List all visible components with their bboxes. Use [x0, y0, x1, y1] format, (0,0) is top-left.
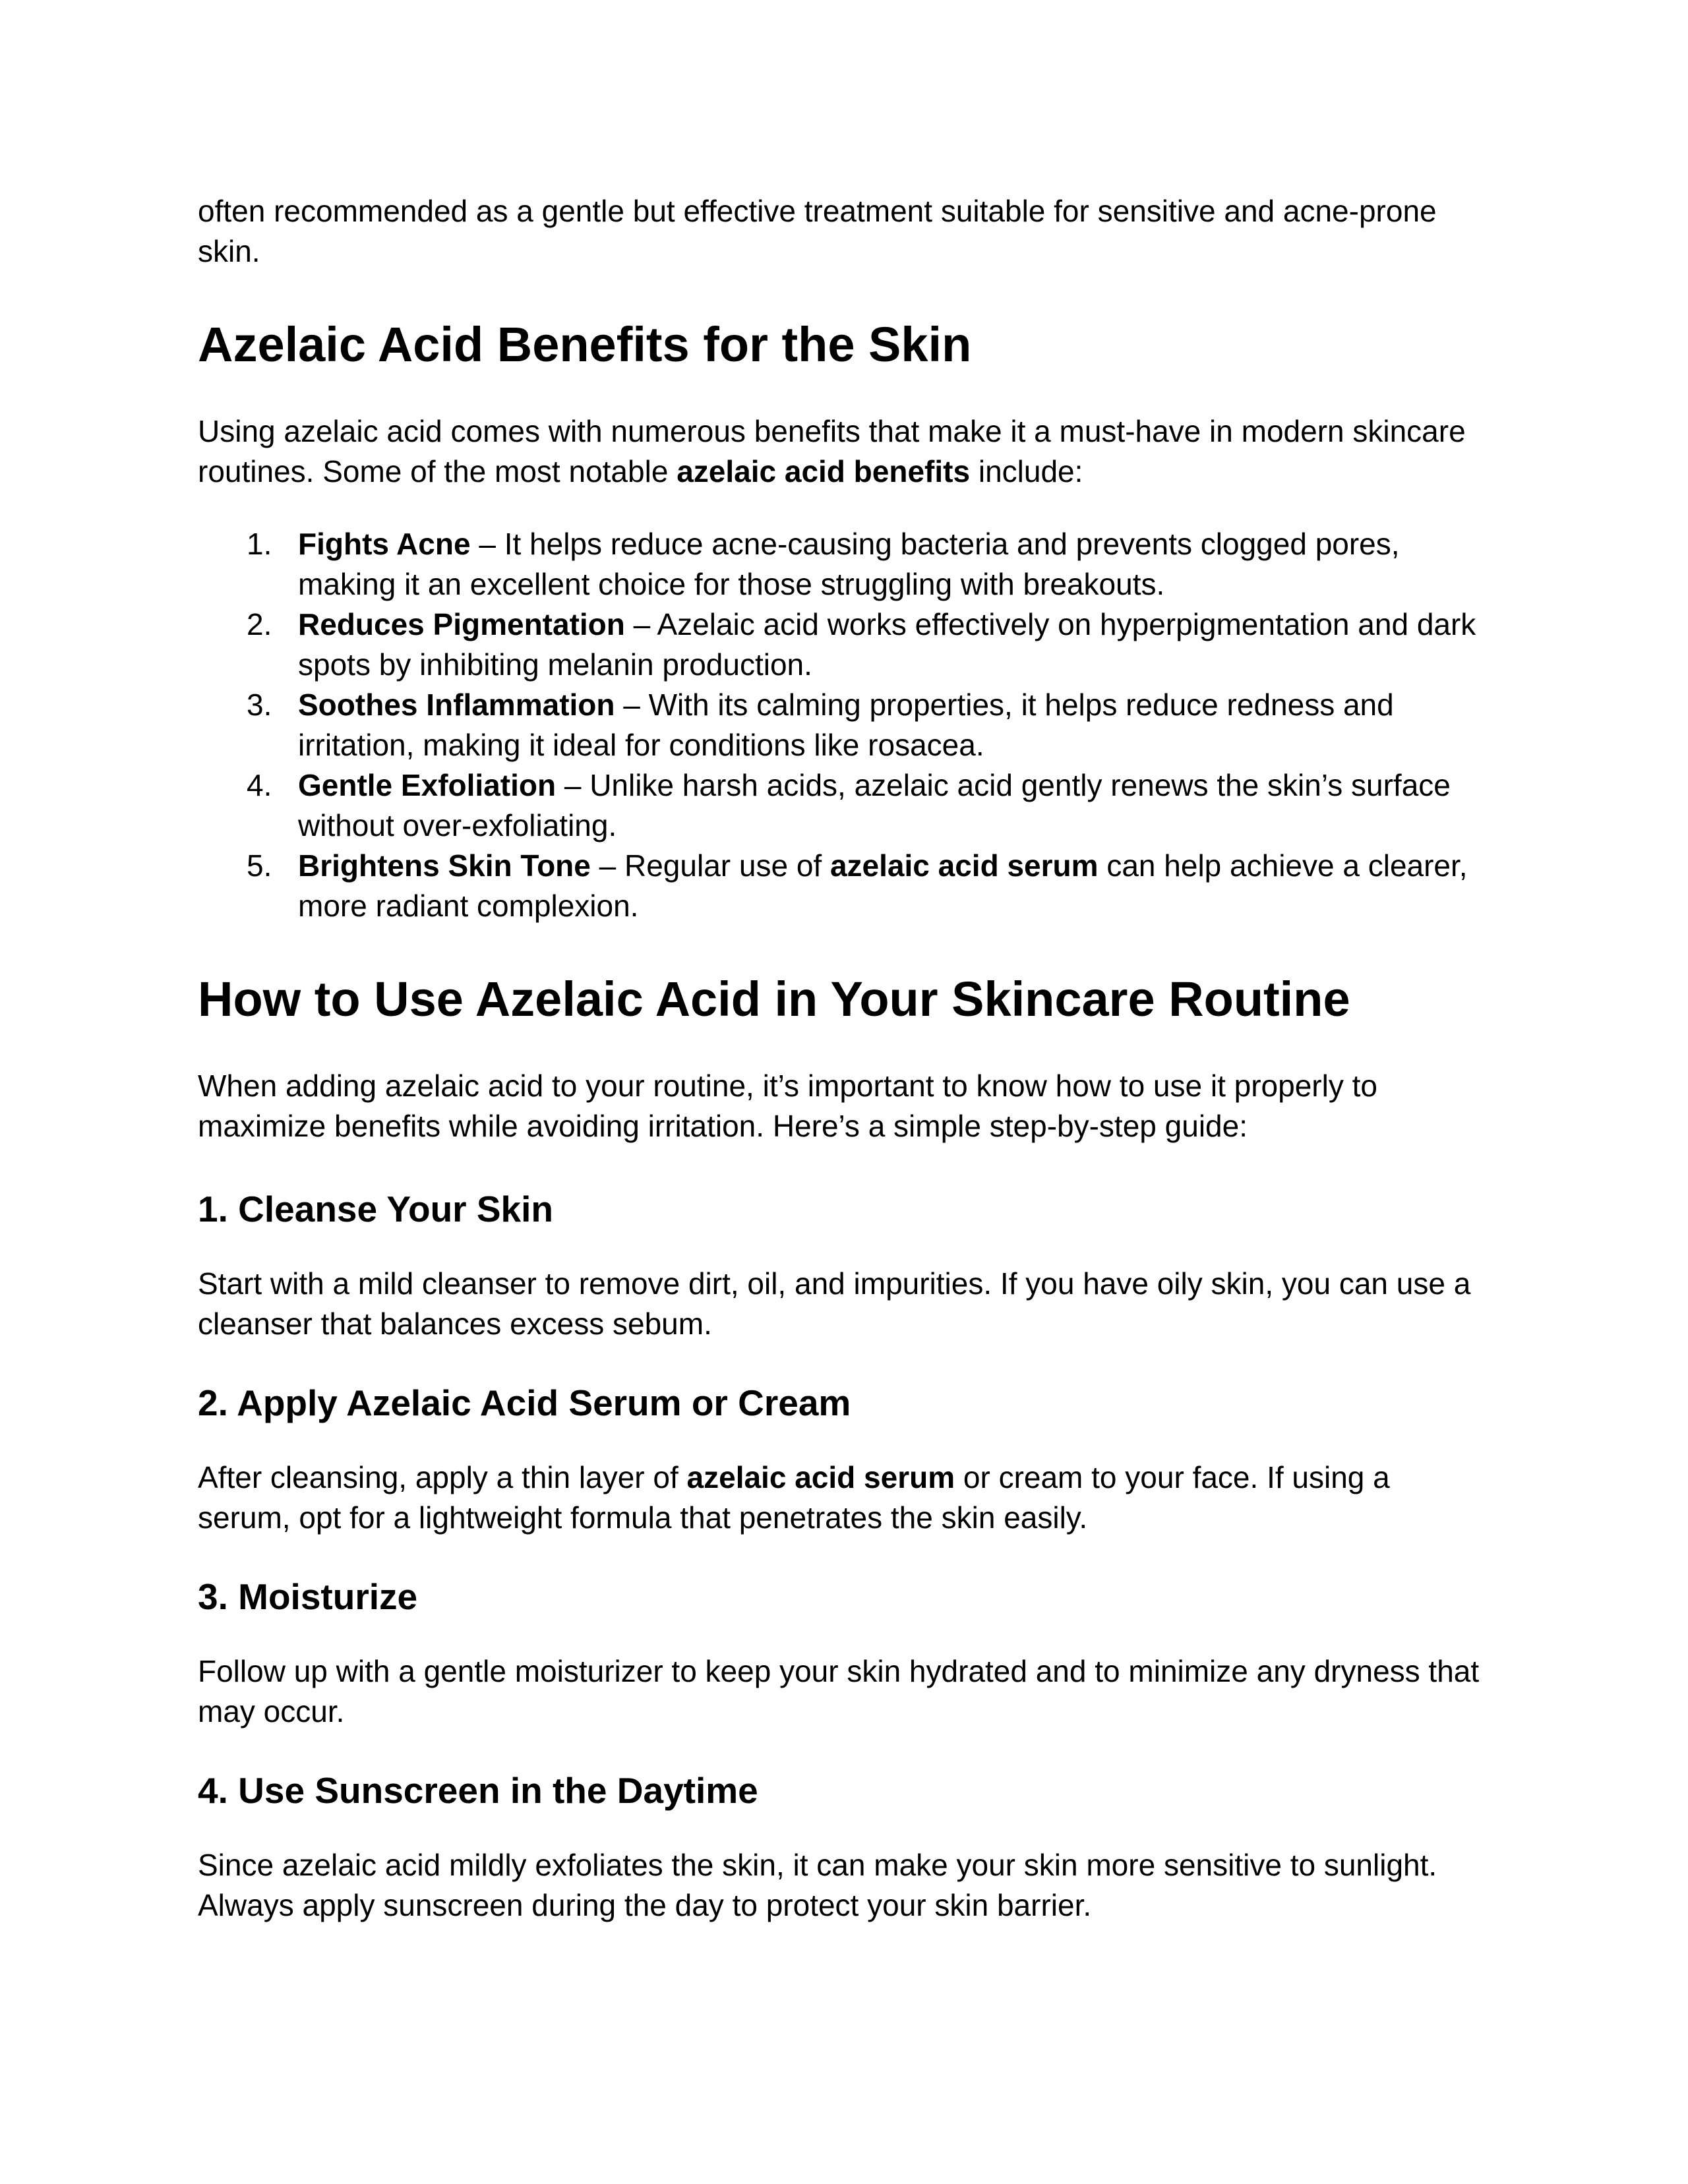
step-text-apply — [198, 1458, 1490, 1538]
step-text-cleanse: Start with a mild cleanser to remove dirt, oil, and impurities. If you have oily skin, you can use a cleanser that balances excess sebum. — [198, 1266, 1471, 1341]
list-item — [198, 685, 1490, 765]
step-text-apply-start: After cleansing, apply a thin layer of — [198, 1460, 687, 1494]
list-item-number: 4. — [247, 768, 272, 802]
list-item-number: 5. — [247, 848, 272, 883]
list-item-text: – Azelaic acid works effectively on hyperpigmentation and dark spots by inhibiting melanin production. — [298, 607, 1476, 682]
list-item-text-end: can help achieve a clearer, more radiant complexion. — [298, 848, 1468, 923]
list-item — [198, 765, 1490, 846]
step-heading-cleanse: 1. Cleanse Your Skin — [198, 1189, 554, 1229]
benefits-heading: Azelaic Acid Benefits for the Skin — [198, 317, 972, 372]
list-item-text: – With its calming properties, it helps reduce redness and irritation, making it ideal for conditions like rosacea. — [298, 688, 1394, 762]
list-item-number: 3. — [247, 688, 272, 722]
list-item-title: Gentle Exfoliation — [298, 768, 557, 802]
step-text-moisturize: Follow up with a gentle moisturizer to keep your skin hydrated and to minimize any dryness that may occur. — [198, 1654, 1480, 1728]
benefits-intro-paragraph — [198, 411, 1490, 492]
howto-intro-paragraph: When adding azelaic acid to your routine, it’s important to know how to use it properly to maximize benefits while avoiding irritation. Here’s a simple step-by-step guide: — [198, 1069, 1377, 1143]
step-text-apply-end: or cream to your face. If using a serum, opt for a lightweight formula that penetrates the skin easily. — [198, 1460, 1390, 1535]
list-item-title: Reduces Pigmentation — [298, 607, 625, 641]
document-page — [198, 191, 1490, 1926]
list-item-bold: azelaic acid serum — [829, 848, 1099, 883]
list-item-number: 1. — [247, 527, 272, 561]
list-item-text: – Unlike harsh acids, azelaic acid gently renews the skin’s surface without over-exfoliating. — [298, 768, 1451, 842]
step-heading-moisturize: 3. Moisturize — [198, 1576, 418, 1617]
howto-heading: How to Use Azelaic Acid in Your Skincare Routine — [198, 972, 1350, 1026]
benefits-list — [198, 524, 1490, 926]
list-item-title: Fights Acne — [298, 527, 471, 561]
step-text-sunscreen: Since azelaic acid mildly exfoliates the skin, it can make your skin more sensitive to sunlight. Always apply sunscreen during the day to protect your skin barrier. — [198, 1848, 1437, 1922]
benefits-intro-text: Using azelaic acid comes with numerous benefits that make it a must-have in modern skincare routines. Some of the most notable — [198, 414, 1466, 488]
intro-paragraph: often recommended as a gentle but effective treatment suitable for sensitive and acne-prone skin. — [198, 194, 1437, 268]
step-heading-apply: 2. Apply Azelaic Acid Serum or Cream — [198, 1382, 851, 1423]
benefits-intro-bold: azelaic acid benefits — [677, 454, 971, 488]
list-item — [198, 846, 1490, 926]
list-item-text: – It helps reduce acne-causing bacteria and prevents clogged pores, making it an excellent choice for those struggling with breakouts. — [298, 527, 1400, 601]
list-item-title: Brightens Skin Tone — [298, 848, 591, 883]
step-heading-sunscreen: 4. Use Sunscreen in the Daytime — [198, 1770, 758, 1811]
list-item-text: – Regular use of — [590, 848, 830, 883]
list-item-title: Soothes Inflammation — [298, 688, 615, 722]
step-text-apply-bold: azelaic acid serum — [686, 1460, 955, 1494]
list-item — [198, 605, 1490, 685]
list-item-number: 2. — [247, 607, 272, 641]
list-item — [198, 524, 1490, 605]
benefits-intro-text-end: include: — [970, 454, 1083, 488]
